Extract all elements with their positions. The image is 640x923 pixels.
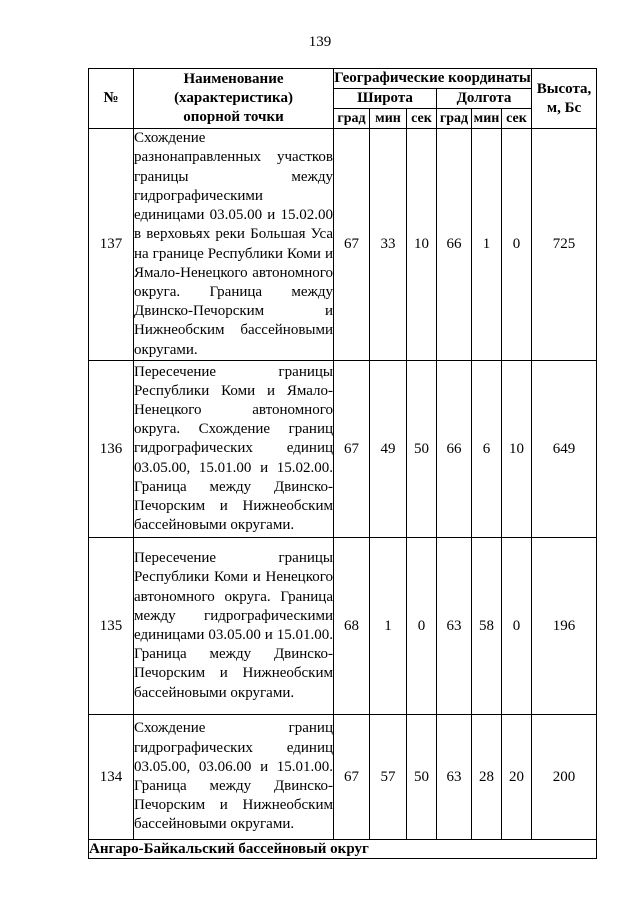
header-lon-sec: сек [502, 109, 532, 129]
cell-description: Схождение границ гидрографических единиц 03.05.00, 03.06.00 и 15.01.00. Граница между Двинско-Печорским и Нижнеобским бассейновыми округами. [134, 715, 334, 840]
cell-lat-sec: 10 [407, 129, 437, 361]
header-lon-min: мин [472, 109, 502, 129]
table-row [89, 715, 597, 840]
cell-lon-sec: 20 [502, 715, 532, 840]
cell-lon-min: 6 [472, 361, 502, 538]
cell-number: 134 [89, 715, 134, 840]
cell-lon-sec: 10 [502, 361, 532, 538]
cell-lat-min: 49 [370, 361, 407, 538]
table-row [89, 361, 597, 538]
cell-lat-sec: 50 [407, 361, 437, 538]
cell-number: 137 [89, 129, 134, 361]
cell-lat-grad: 67 [334, 715, 370, 840]
header-geo-coordinates: Географические координаты [334, 69, 532, 89]
cell-number: 135 [89, 538, 134, 715]
header-lat-grad: град [334, 109, 370, 129]
cell-number: 136 [89, 361, 134, 538]
cell-lon-grad: 63 [437, 538, 472, 715]
cell-lat-min: 57 [370, 715, 407, 840]
cell-lon-min: 58 [472, 538, 502, 715]
header-lat-sec: сек [407, 109, 437, 129]
cell-lon-grad: 66 [437, 361, 472, 538]
header-name [134, 69, 334, 129]
cell-lon-sec: 0 [502, 538, 532, 715]
cell-lon-sec: 0 [502, 129, 532, 361]
cell-height: 200 [532, 715, 597, 840]
section-row [89, 840, 597, 859]
page-number: 139 [308, 34, 332, 50]
cell-lon-min: 1 [472, 129, 502, 361]
cell-lat-min: 1 [370, 538, 407, 715]
cell-height: 725 [532, 129, 597, 361]
header-name-line2: (характеристика) [174, 90, 293, 106]
cell-lat-grad: 67 [334, 361, 370, 538]
coordinates-table [88, 68, 597, 859]
section-title: Ангаро-Байкальский бассейновый округ [89, 840, 597, 859]
header-latitude: Широта [334, 89, 437, 109]
table-row [89, 538, 597, 715]
cell-height: 649 [532, 361, 597, 538]
header-height [532, 69, 597, 129]
cell-description: Пересечение границы Республики Коми и Ямало-Ненецкого автономного округа. Схождение границ гидрографических единиц 03.05.00, 15.01.00 и 15.02.00. Граница между Двинско-Печорским и Нижнеобским бассейновыми округами. [134, 361, 334, 538]
header-longitude: Долгота [437, 89, 532, 109]
cell-lat-min: 33 [370, 129, 407, 361]
cell-lon-grad: 66 [437, 129, 472, 361]
cell-lat-grad: 68 [334, 538, 370, 715]
header-height-line2: м, Бс [546, 99, 582, 116]
header-name-line1: Наименование [183, 71, 284, 87]
header-lat-min: мин [370, 109, 407, 129]
header-number: № [89, 69, 134, 129]
cell-description: Схождение разнонаправленных участков границы между гидрографическими единицами 03.05.00 и 15.02.00 в верховьях реки Большая Уса на границе Республики Коми и Ямало-Ненецкого автономного округа. Граница между Двинско-Печорским и Нижнеобским бассейновыми округами. [134, 129, 334, 361]
header-lon-grad: град [437, 109, 472, 129]
cell-description: Пересечение границы Республики Коми и Ненецкого автономного округа. Граница между гидрографическими единицами 03.05.00 и 15.01.00. Граница между Двинско-Печорским и Нижнеобским бассейновыми округами. [134, 538, 334, 715]
table-row [89, 129, 597, 361]
cell-height: 196 [532, 538, 597, 715]
cell-lat-grad: 67 [334, 129, 370, 361]
cell-lon-min: 28 [472, 715, 502, 840]
header-name-line3: опорной точки [183, 109, 284, 125]
cell-lat-sec: 50 [407, 715, 437, 840]
cell-lon-grad: 63 [437, 715, 472, 840]
cell-lat-sec: 0 [407, 538, 437, 715]
header-height-line1: Высота, [536, 80, 592, 97]
